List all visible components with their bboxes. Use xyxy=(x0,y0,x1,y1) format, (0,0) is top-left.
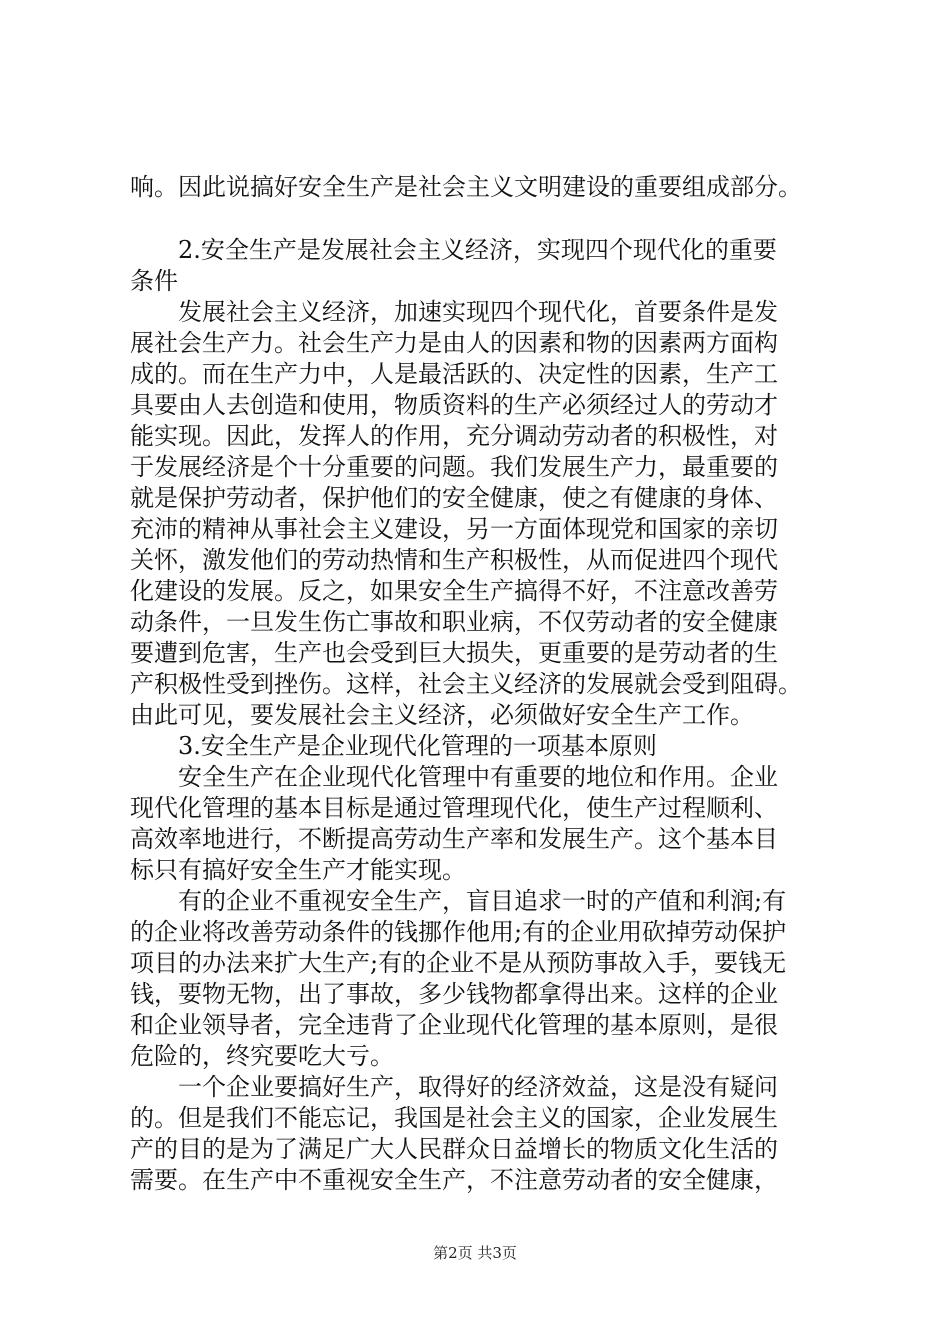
text-line: 项目的办法来扩大生产;有的企业不是从预防事故入手，要钱无 xyxy=(130,949,787,977)
text-line: 标只有搞好安全生产才能实现。 xyxy=(130,856,466,884)
text-line: 一个企业要搞好生产，取得好的经济效益，这是没有疑问 xyxy=(130,1073,778,1101)
paragraph-gap xyxy=(130,203,830,235)
text-line: 3.安全生产是企业现代化管理的一项基本原则 xyxy=(130,732,657,760)
text-line: 产积极性受到挫伤。这样，社会主义经济的发展就会受到阻碍。 xyxy=(130,670,802,698)
text-line: 2.安全生产是发展社会主义经济，实现四个现代化的重要 xyxy=(130,236,777,264)
text-line: 能实现。因此，发挥人的作用，充分调动劳动者的积极性，对 xyxy=(130,422,778,450)
text-line: 成的。而在生产力中，人是最活跃的、决定性的因素，生产工 xyxy=(130,360,778,388)
text-line: 产的目的是为了满足广大人民群众日益增长的物质文化生活的 xyxy=(130,1135,778,1163)
text-line: 高效率地进行，不断提高劳动生产率和发展生产。这个基本目 xyxy=(130,825,778,853)
text-line: 的企业将改善劳动条件的钱挪作他用;有的企业用砍掉劳动保护 xyxy=(130,918,787,946)
text-line: 动条件，一旦发生伤亡事故和职业病，不仅劳动者的安全健康 xyxy=(130,608,778,636)
body-text xyxy=(130,172,830,1196)
text-line: 响。因此说搞好安全生产是社会主义文明建设的重要组成部分。 xyxy=(130,173,802,201)
text-line: 充沛的精神从事社会主义建设，另一方面体现党和国家的亲切 xyxy=(130,515,778,543)
text-line: 安全生产在企业现代化管理中有重要的地位和作用。企业 xyxy=(130,763,778,791)
text-line: 有的企业不重视安全生产，盲目追求一时的产值和利润;有 xyxy=(130,887,787,915)
text-line: 具要由人去创造和使用，物质资料的生产必须经过人的劳动才 xyxy=(130,391,778,419)
text-line: 就是保护劳动者，保护他们的安全健康，使之有健康的身体、 xyxy=(130,484,778,512)
text-line: 要遭到危害，生产也会受到巨大损失，更重要的是劳动者的生 xyxy=(130,639,778,667)
text-line: 的。但是我们不能忘记，我国是社会主义的国家，企业发展生 xyxy=(130,1104,778,1132)
text-line: 于发展经济是个十分重要的问题。我们发展生产力，最重要的 xyxy=(130,453,778,481)
text-line: 危险的，终究要吃大亏。 xyxy=(130,1042,394,1070)
text-line: 条件 xyxy=(130,267,178,295)
text-line: 和企业领导者，完全违背了企业现代化管理的基本原则，是很 xyxy=(130,1011,778,1039)
text-line: 由此可见，要发展社会主义经济，必须做好安全生产工作。 xyxy=(130,701,754,729)
text-line: 发展社会主义经济，加速实现四个现代化，首要条件是发 xyxy=(130,298,778,326)
text-line: 化建设的发展。反之，如果安全生产搞得不好，不注意改善劳 xyxy=(130,577,778,605)
text-line: 需要。在生产中不重视安全生产，不注意劳动者的安全健康， xyxy=(130,1166,778,1194)
text-line: 现代化管理的基本目标是通过管理现代化，使生产过程顺利、 xyxy=(130,794,778,822)
text-line: 展社会生产力。社会生产力是由人的因素和物的因素两方面构 xyxy=(130,329,778,357)
text-line: 关怀，激发他们的劳动热情和生产积极性，从而促进四个现代 xyxy=(130,546,778,574)
page-footer: 第2页 共3页 xyxy=(433,1244,517,1262)
text-line: 钱，要物无物，出了事故，多少钱物都拿得出来。这样的企业 xyxy=(130,980,778,1008)
main-text xyxy=(130,235,830,1196)
